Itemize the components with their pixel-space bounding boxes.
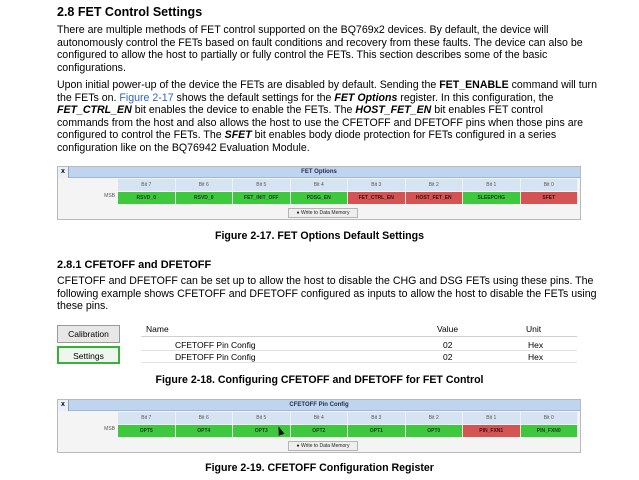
bit-name: Bit 3: [348, 179, 406, 191]
text-run: command will turn the FETs on.: [57, 79, 597, 104]
fet-options-term: FET Options: [334, 91, 398, 104]
register-title: CFETOFF Pin Config: [289, 402, 349, 408]
row-value[interactable]: 02: [443, 352, 453, 362]
row-unit: Hex: [528, 352, 544, 362]
fet-ctrl-en-term: FET_CTRL_EN: [57, 104, 132, 117]
bit-name: Bit 5: [233, 412, 291, 424]
bit-2-cell[interactable]: [406, 412, 464, 438]
bit-1-cell[interactable]: [463, 412, 521, 438]
bit-2-cell[interactable]: [406, 179, 464, 205]
register-header: [58, 167, 580, 178]
table-row[interactable]: [141, 339, 577, 351]
button-label: Write to Data Memory: [300, 443, 350, 449]
bit-value[interactable]: RSVD_0: [176, 192, 234, 204]
bit-3-cell[interactable]: [348, 179, 406, 205]
cfetoff-paragraph: CFETOFF and DFETOFF can be set up to allow the host to disable the CHG and DSG FETs using these pins. The following example shows CFETOFF and DFETOFF configured as inputs to allow the host to disable the FETs using these pins.: [57, 275, 597, 313]
bit-value[interactable]: OPT0: [406, 425, 464, 437]
fet-enable-term: FET_ENABLE: [439, 79, 509, 91]
bit-value[interactable]: OPT3: [233, 425, 291, 437]
column-header-value: Value: [437, 324, 459, 334]
bit-0-cell[interactable]: [521, 179, 579, 205]
figure-link[interactable]: Figure 2-17: [119, 91, 174, 104]
bit-value[interactable]: PIN_FXN0: [521, 425, 579, 437]
text-run: shows the default settings for the: [173, 91, 335, 104]
bit-name: Bit 6: [176, 179, 234, 191]
bit-value[interactable]: OPT5: [118, 425, 176, 437]
bit-value[interactable]: OPT2: [291, 425, 349, 437]
row-unit: Hex: [528, 340, 544, 350]
column-header-unit: Unit: [526, 324, 542, 334]
bit-7-cell[interactable]: [118, 412, 176, 438]
write-to-data-memory-button[interactable]: ● Write to Data Memory: [288, 208, 358, 218]
bit-name: Bit 0: [521, 412, 579, 424]
bit-value[interactable]: SLEEPCHG: [463, 192, 521, 204]
bit-name: Bit 3: [348, 412, 406, 424]
bit-name: Bit 7: [118, 179, 176, 191]
text-run: bit enables FET control commands from the host and also allows the host to use the CFETOFF and DFETOFF pins when those pins are configured to control the FETs. The: [57, 104, 584, 142]
bit-value[interactable]: RSVD_0: [118, 192, 176, 204]
bit-6-cell[interactable]: [176, 412, 234, 438]
register-bits: [58, 412, 580, 438]
bit-6-cell[interactable]: [176, 179, 234, 205]
category-buttons: [57, 322, 122, 370]
bit-name: Bit 1: [463, 179, 521, 191]
bit-name: Bit 0: [521, 179, 579, 191]
button-label: Write to Data Memory: [300, 210, 350, 216]
bit-name: Bit 4: [291, 412, 349, 424]
bit-7-cell[interactable]: [118, 179, 176, 205]
bit-4-cell[interactable]: [291, 412, 349, 438]
close-icon[interactable]: x: [58, 167, 69, 178]
figure-caption: Figure 2-18. Configuring CFETOFF and DFETOFF for FET Control: [155, 374, 484, 386]
subsection-heading: 2.8.1 CFETOFF and DFETOFF: [57, 259, 212, 271]
text-run: bit enables the device to enable the FETs. The: [131, 104, 356, 117]
bit-0-cell[interactable]: [521, 412, 579, 438]
sfet-term: SFET: [224, 129, 252, 142]
bit-name: Bit 2: [406, 412, 464, 424]
bit-name: Bit 4: [291, 179, 349, 191]
bit-name: Bit 1: [463, 412, 521, 424]
settings-button[interactable]: Settings: [57, 346, 120, 364]
table-row[interactable]: [141, 351, 577, 363]
host-fet-en-term: HOST_FET_EN: [355, 104, 432, 117]
text-run: register. In this configuration, the: [397, 91, 554, 104]
text-run: Upon initial power-up of the device the FETs are disabled by default. Sending the: [57, 79, 440, 91]
bit-value[interactable]: OPT1: [348, 425, 406, 437]
intro-paragraph: There are multiple methods of FET control supported on the BQ769x2 devices. By default, the device will autonomously control the FETs based on fault conditions and recovery from these faults. The device can also be configured to allow the host to partially or fully control the FETs. This section describes some of the basic configurations.: [57, 24, 583, 74]
register-title: FET Options: [301, 169, 337, 175]
bit-value[interactable]: SFET: [521, 192, 579, 204]
register-header: [58, 400, 580, 411]
fet-options-paragraph: [57, 79, 597, 155]
row-value[interactable]: 02: [443, 340, 453, 350]
bit-5-cell[interactable]: [233, 179, 291, 205]
msb-label: MSB: [104, 426, 115, 432]
bit-1-cell[interactable]: [463, 179, 521, 205]
bit-value[interactable]: PIN_FXN1: [463, 425, 521, 437]
section-heading: 2.8 FET Control Settings: [57, 5, 203, 19]
figure-caption: Figure 2-19. CFETOFF Configuration Register: [205, 462, 434, 474]
row-label: [58, 412, 118, 438]
bit-3-cell[interactable]: [348, 412, 406, 438]
text-run: bit enables body diode protection for FETs configured in a series configuration like on the BQ76942 Evaluation Module.: [57, 129, 557, 154]
bit-name: Bit 5: [233, 179, 291, 191]
bit-value[interactable]: HOST_FET_EN: [406, 192, 464, 204]
bit-value[interactable]: FET_INIT_OFF: [233, 192, 291, 204]
table-header: [141, 322, 577, 337]
bit-value[interactable]: PDSG_EN: [291, 192, 349, 204]
bit-name: Bit 7: [118, 412, 176, 424]
bit-4-cell[interactable]: [291, 179, 349, 205]
bit-value[interactable]: FET_CTRL_EN: [348, 192, 406, 204]
fet-options-register-panel: [57, 166, 581, 220]
figure-caption: Figure 2-17. FET Options Default Settings: [215, 230, 424, 242]
config-table: [141, 322, 577, 366]
bit-value[interactable]: OPT4: [176, 425, 234, 437]
calibration-button[interactable]: Calibration: [57, 325, 120, 343]
write-to-data-memory-button[interactable]: ● Write to Data Memory: [288, 441, 358, 451]
bit-name: Bit 2: [406, 179, 464, 191]
row-label: [58, 179, 118, 205]
row-name: DFETOFF Pin Config: [175, 352, 256, 362]
cfetoff-register-panel: [57, 399, 581, 453]
register-bits: [58, 179, 580, 205]
row-name: CFETOFF Pin Config: [175, 340, 256, 350]
close-icon[interactable]: x: [58, 400, 69, 411]
column-header-name: Name: [146, 324, 169, 334]
bit-name: Bit 6: [176, 412, 234, 424]
msb-label: MSB: [104, 193, 115, 199]
